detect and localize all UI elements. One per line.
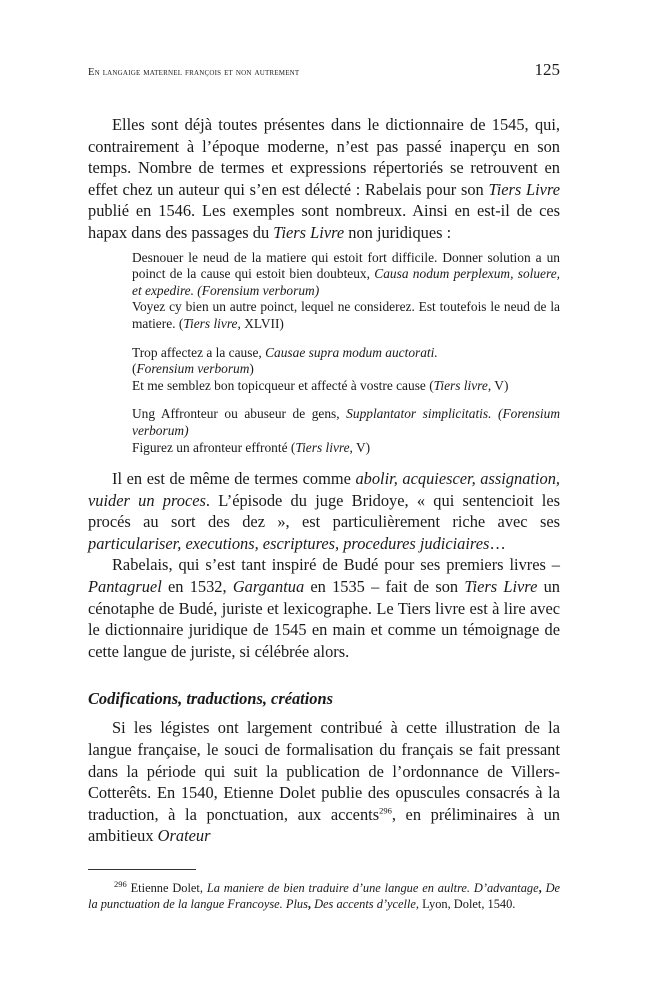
quote-entry-2: Trop affectez a la cause, Causae supra modum auctorati. (Forensium verborum) Et me semblez bon topicqueur et affecté à vostre cause (Tiers livre, V)	[132, 344, 509, 393]
paragraph-4: Si les légistes ont largement contribué à cette illustration de la langue française, le souci de formalisation du français se fait pressant dans la période qui suit la publication de l’ordonnance de Villers-Cotterêts. En 1540, Etienne Dolet publie des opuscules consacrés à la traduction, à la ponctuation, aux accents$^{296}$, en préliminaires à un ambitieux Orateur	[88, 718, 560, 846]
footnote-rule	[88, 869, 196, 870]
quote-entry-3: Ung Affronteur ou abuseur de gens, Supplantator simplicitatis. (Forensium verborum) Figurez un afronteur effronté (Tiers livre, V)	[132, 406, 560, 455]
section-heading: Codifications, traductions, créations	[88, 689, 333, 709]
footnote: $^{296}$ Etienne Dolet, La maniere de bien traduire d’une langue en aultre. D’advantage, De la punctuation de la langue Francoyse. Plus, Des accents d’ycelle, Lyon, Dolet, 1540.	[88, 878, 561, 911]
page-number: 125	[534, 60, 560, 79]
page	[88, 60, 560, 912]
running-head	[88, 60, 560, 88]
footnote-ref[interactable]: 296	[379, 805, 392, 816]
paragraph-1: Elles sont déjà toutes présentes dans le dictionnaire de 1545, qui, contrairement à l’époque moderne, n’est pas passé inaperçu en son temps. Nombre de termes et expressions répertoriés se retrouvent en effet chez un auteur qui s’en est délecté : Rabelais pour son Tiers Livre publié en 1546. Les exemples sont nombreux. Ainsi en est-il de ces hapax dans des passages du Tiers Livre non juridiques :	[88, 115, 560, 242]
paragraph-3: Rabelais, qui s’est tant inspiré de Budé pour ses premiers livres – Pantagruel en 1532, Gargantua en 1535 – fait de son Tiers Livre un cénotaphe de Budé, juriste et lexicographe. Le Tiers livre est à lire avec le dictionnaire juridique de 1545 en main et comme un témoignage de cette langue de juriste, si célébrée alors.	[88, 555, 560, 661]
paragraph-2: Il en est de même de termes comme abolir, acquiescer, assignation, vuider un proces. L’épisode du juge Bridoye, « qui sentencioit les procés au sort des dez », est particulièrement riche avec ses particulariser, executions, escriptures, procedures judiciaires…	[88, 469, 560, 553]
running-head-title: En langaige maternel françois et non autrement	[88, 67, 300, 78]
footnote-number: 296	[114, 878, 127, 889]
block-quote	[132, 250, 560, 457]
quote-entry-1: Desnouer le neud de la matiere qui estoit fort difficile. Donner solution a un poinct de la cause qui estoit bien doubteux, Causa nodum perplexum, soluere, et expedire. (Forensium verborum) Voyez cy bien un autre poinct, lequel ne considerez. Est toutefois le neud de la matiere. (Tiers livre, XLVII)	[132, 249, 560, 331]
